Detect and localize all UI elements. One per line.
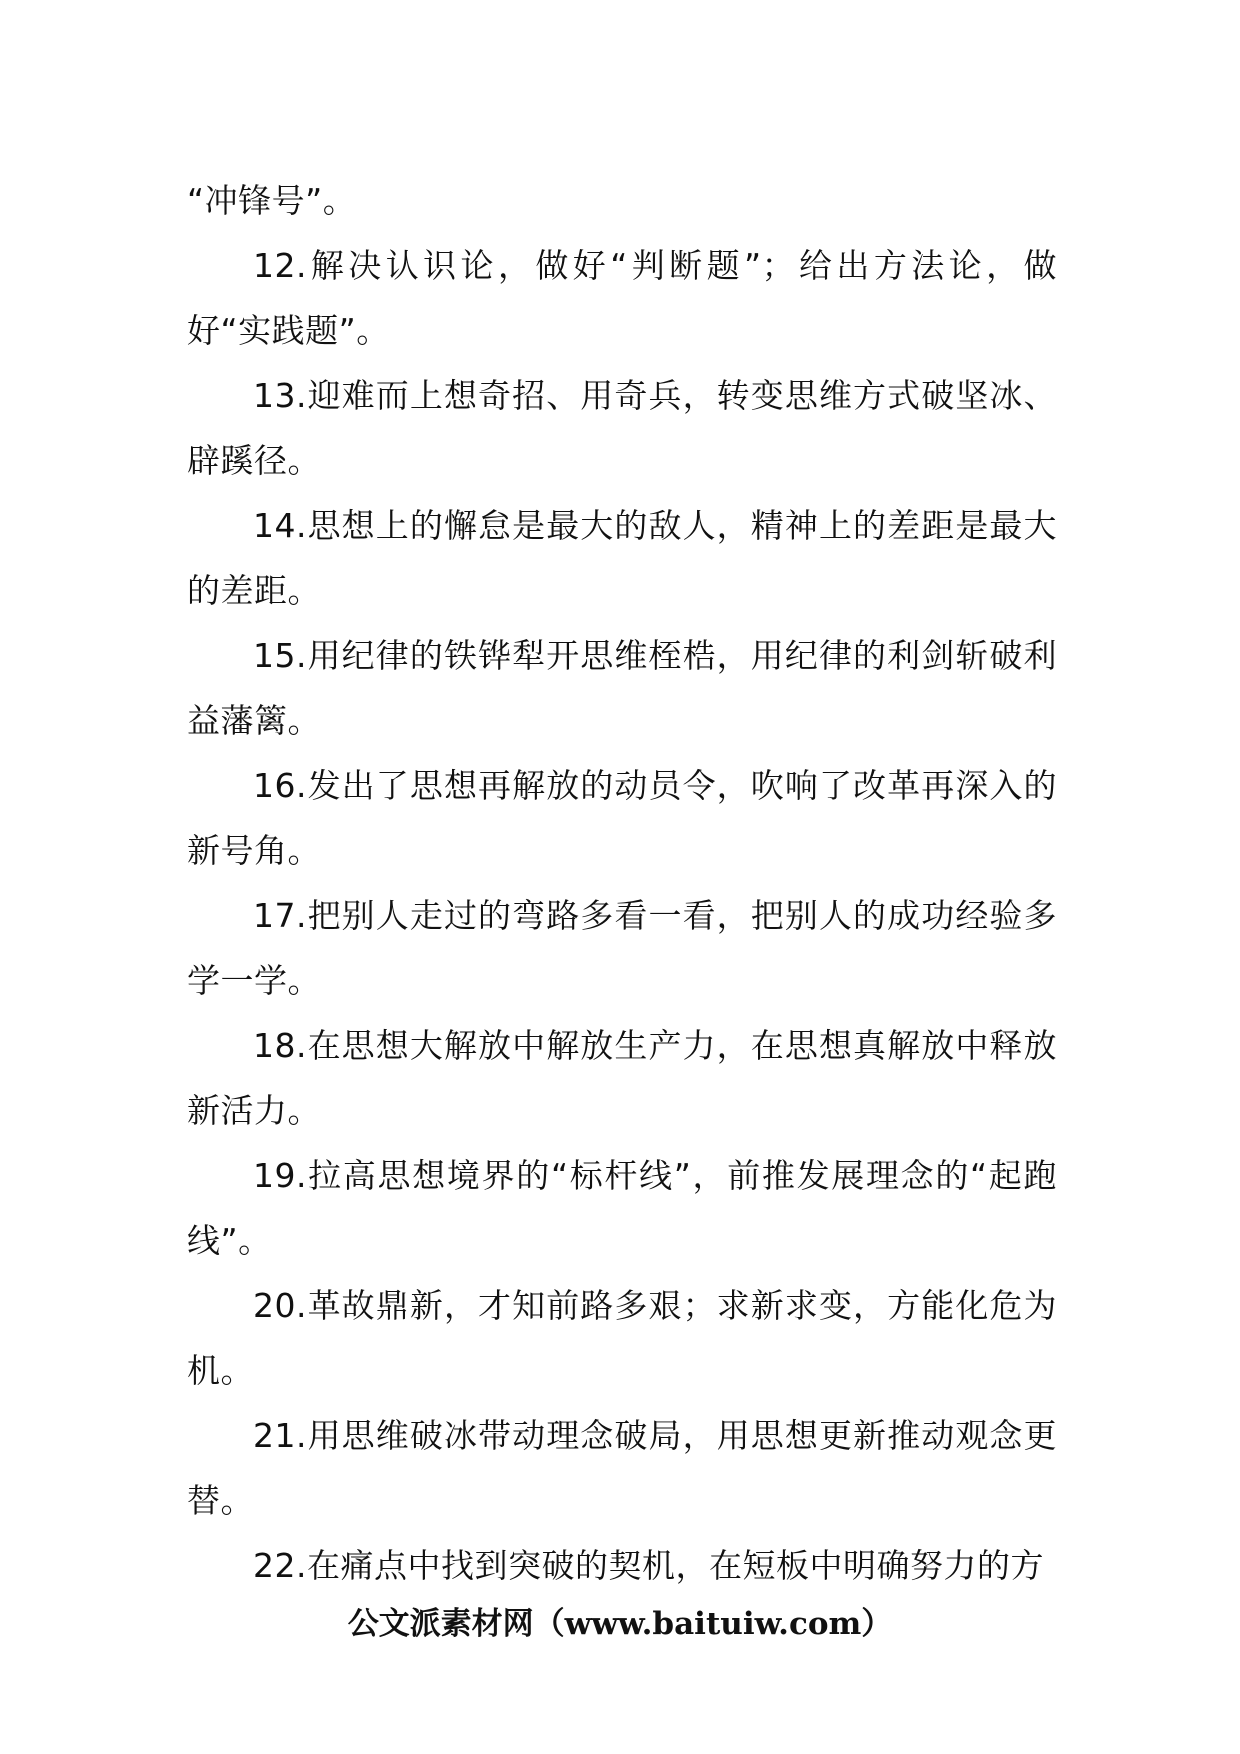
document-body xyxy=(187,168,1057,1598)
paragraph-item-15: 15.用纪律的铁铧犁开思维桎梏，用纪律的利剑斩破利益藩篱。 xyxy=(187,636,1057,740)
paragraph-item-18: 18.在思想大解放中解放生产力，在思想真解放中释放新活力。 xyxy=(187,1026,1057,1130)
paragraph-item-17: 17.把别人走过的弯路多看一看，把别人的成功经验多学一学。 xyxy=(187,896,1057,1000)
paragraph-item-21: 21.用思维破冰带动理念破局，用思想更新推动观念更替。 xyxy=(187,1416,1057,1520)
paragraph-item-16: 16.发出了思想再解放的动员令，吹响了改革再深入的新号角。 xyxy=(187,766,1057,870)
paragraph-item-19: 19.拉高思想境界的“标杆线”，前推发展理念的“起跑线”。 xyxy=(187,1156,1057,1260)
paragraph-item-13: 13.迎难而上想奇招、用奇兵，转变思维方式破坚冰、辟蹊径。 xyxy=(187,376,1057,480)
page-footer-watermark: 公文派素材网（www.baituiw.com） xyxy=(347,1606,893,1642)
paragraph-continuation: “冲锋号”。 xyxy=(187,181,357,220)
paragraph-item-14: 14.思想上的懈怠是最大的敌人，精神上的差距是最大的差距。 xyxy=(187,506,1057,610)
paragraph-item-22: 22.在痛点中找到突破的契机，在短板中明确努力的方 xyxy=(253,1546,1044,1585)
paragraph-item-20: 20.革故鼎新，才知前路多艰；求新求变，方能化危为机。 xyxy=(187,1286,1057,1390)
paragraph-item-12: 12.解决认识论，做好“判断题”；给出方法论，做好“实践题”。 xyxy=(187,246,1057,350)
